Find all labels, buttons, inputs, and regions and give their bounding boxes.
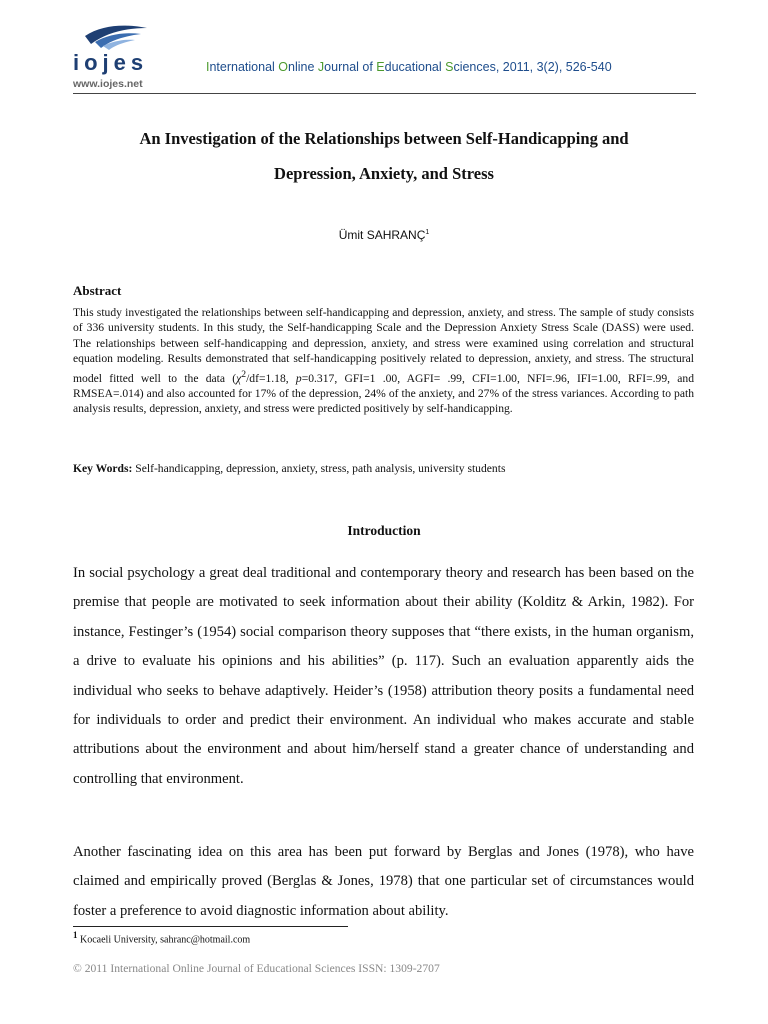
abstract-body: This study investigated the relationships between self-handicapping and depression, anxiety, and stress. The sample of study consists of 336 university students. In this study, the Self-handicapping Scale and the Depression Anxiety Stress Scale (DASS) were used. The relationships between self-handicapping and depression, anxiety, and stress were examined using correlation and structural equation modeling. Results demonstrated that self-handicapping positively related to depression, anxiety, and stress. The structural model fitted well to the data ($\chi^2/df=1.18$, p=0.317, GFI=1 .00, AGFI= .99, CFI=1.00, NFI=.96, IFI=1.00, RFI=.99, and RMSEA=.014) and also accounted for 17% of the depression, 24% of the anxiety, and 27% of the stress variances. According to path analysis results, depression, anxiety, and stress were predicted positively by self-handicapping. bbox=[73, 306, 694, 416]
author-footnote-mark: 1 bbox=[425, 229, 430, 236]
keywords-line bbox=[73, 462, 694, 475]
footnote-divider bbox=[73, 926, 348, 927]
author-affiliation-footnote: $^1$ Kocaeli University, sahranc@hotmail.com bbox=[73, 930, 251, 946]
journal-website-url[interactable]: www.iojes.net bbox=[73, 78, 143, 90]
copyright-footer: © 2011 International Online Journal of Educational Sciences ISSN: 1309-2707 bbox=[73, 962, 440, 975]
journal-logo[interactable] bbox=[73, 20, 183, 92]
author-line bbox=[0, 228, 768, 242]
journal-header bbox=[73, 20, 696, 94]
author-name: Ümit SAHRANÇ bbox=[338, 228, 426, 242]
paper-title-line-1: An Investigation of the Relationships between Self-Handicapping and bbox=[139, 129, 629, 148]
journal-citation: International Online Journal of Educational Sciences, 2011, 3(2), 526-540 bbox=[206, 60, 612, 74]
introduction-paragraph-1: In social psychology a great deal traditional and contemporary theory and research has been based on the premise that people are motivated to seek information about their ability (Kolditz & Arkin, 1982). For instance, Festinger’s (1954) social comparison theory supposes that “there exists, in the human organism, a drive to evaluate his opinions and his abilities” (p. 117). Such an evaluation apparently aids the individual who seeks to behave adaptively. Heider’s (1958) attribution theory posits a fundamental need for individuals to order and predict their environment. An individual who makes accurate and stable attributions about the environment and about him/herself stand a greater chance of understanding and controlling that environment. bbox=[73, 565, 694, 787]
logo-wordmark: iojes bbox=[73, 50, 149, 75]
keywords-text: Self-handicapping, depression, anxiety, stress, path analysis, university students bbox=[132, 462, 506, 475]
logo-swoosh-icon bbox=[81, 22, 151, 52]
keywords-label: Key Words: bbox=[73, 462, 133, 475]
introduction-heading: Introduction bbox=[347, 523, 421, 538]
paper-title-line-2: Depression, Anxiety, and Stress bbox=[274, 164, 494, 183]
introduction-paragraph-2: Another fascinating idea on this area has been put forward by Berglas and Jones (1978), who have claimed and empirically proved (Berglas & Jones, 1978) that one particular set of circumstances would foster a preference to avoid diagnostic information about ability. bbox=[73, 844, 694, 919]
abstract-heading: Abstract bbox=[73, 283, 122, 298]
